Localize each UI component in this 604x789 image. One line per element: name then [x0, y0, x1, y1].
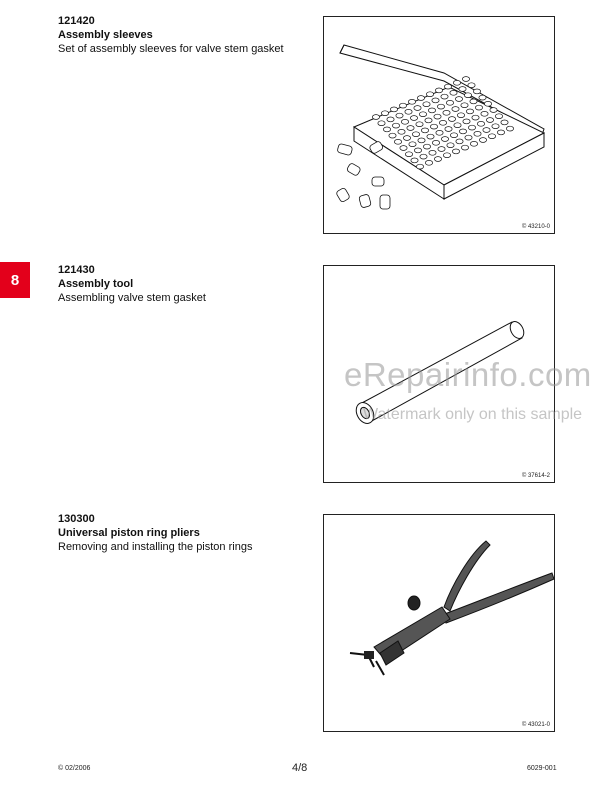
sleeve — [423, 102, 430, 107]
sleeve — [479, 95, 486, 100]
sleeve — [459, 129, 466, 134]
sleeve — [418, 138, 425, 143]
watermark-subtitle: Watermark only on this sample — [363, 406, 583, 423]
figure-code-value: 43210-0 — [527, 224, 550, 230]
tool-number: 130300 — [58, 513, 95, 525]
sleeve — [372, 115, 379, 120]
sleeve — [400, 146, 407, 151]
sleeve — [381, 111, 388, 116]
sleeve — [466, 109, 473, 114]
sleeve — [425, 118, 432, 123]
sleeve — [425, 160, 432, 165]
sleeve — [416, 164, 423, 169]
sleeve — [401, 119, 408, 124]
sleeve — [396, 113, 403, 118]
watermark: eRepairinfo.com — [344, 356, 592, 393]
figure-code: © 37614-2 — [521, 473, 550, 479]
tool-number: 121430 — [58, 264, 95, 276]
sleeve — [465, 135, 472, 140]
sleeve — [474, 131, 481, 136]
sleeve — [448, 117, 455, 122]
tool-description: Set of assembly sleeves for valve stem gasket — [58, 43, 284, 55]
sleeve — [486, 118, 493, 123]
sleeve — [416, 122, 423, 127]
sleeve — [394, 139, 401, 144]
sleeve — [443, 153, 450, 158]
sleeve — [479, 138, 486, 143]
tool-description: Assembling valve stem gasket — [58, 292, 206, 304]
sleeve — [434, 157, 441, 162]
sleeve — [387, 117, 394, 122]
tool-name: Assembly tool — [58, 278, 134, 290]
sleeve — [427, 134, 434, 139]
sleeve — [430, 124, 437, 129]
section-tab: 8 — [0, 262, 30, 298]
tool-entry — [58, 14, 318, 56]
sleeve — [414, 106, 421, 111]
sleeve — [473, 89, 480, 94]
sleeve — [389, 133, 396, 138]
sleeve — [477, 121, 484, 126]
sleeve — [457, 113, 464, 118]
sleeve — [468, 83, 475, 88]
tool-name: Assembly sleeves — [58, 29, 153, 41]
piston-ring-pliers-drawing — [324, 515, 556, 733]
sleeve — [454, 123, 461, 128]
sleeve — [409, 142, 416, 147]
sleeve — [412, 132, 419, 137]
sleeve — [439, 120, 446, 125]
tool-entry — [58, 263, 318, 305]
sleeve — [419, 112, 426, 117]
sleeve — [392, 123, 399, 128]
sleeve — [446, 100, 453, 105]
sleeve — [410, 116, 417, 121]
figure-piston-ring-pliers — [323, 514, 555, 732]
sleeve — [506, 126, 513, 131]
sleeve — [470, 99, 477, 104]
sleeve — [408, 99, 415, 104]
sleeve — [483, 128, 490, 133]
sleeve — [383, 127, 390, 132]
sleeve — [472, 115, 479, 120]
sleeve — [436, 130, 443, 135]
sleeve — [481, 111, 488, 116]
sleeve — [497, 130, 504, 135]
sleeve — [452, 107, 459, 112]
sleeve — [414, 148, 421, 153]
sleeve — [488, 134, 495, 139]
tool-number: 121420 — [58, 15, 95, 27]
footer-doc-code: 6029-001 — [527, 765, 557, 772]
sleeve — [459, 87, 466, 92]
footer-page-number: 4/8 — [292, 762, 308, 774]
sleeve — [501, 120, 508, 125]
sleeve — [390, 107, 397, 112]
sleeve — [441, 94, 448, 99]
sleeve — [453, 80, 460, 85]
sleeve — [405, 109, 412, 114]
sleeve — [452, 149, 459, 154]
sleeve — [456, 139, 463, 144]
sleeve — [432, 140, 439, 145]
footer-date: © 02/2006 — [58, 765, 91, 772]
sleeve — [429, 150, 436, 155]
sleeve — [399, 103, 406, 108]
sleeve — [490, 108, 497, 113]
sleeve — [455, 97, 462, 102]
sleeve — [463, 119, 470, 124]
sleeve — [492, 124, 499, 129]
sleeve — [461, 145, 468, 150]
tool-entry — [58, 512, 318, 554]
sleeve — [464, 93, 471, 98]
figure-code-value: 37614-2 — [527, 473, 550, 479]
sleeve — [484, 101, 491, 106]
sleeve — [420, 154, 427, 159]
tool-name: Universal piston ring pliers — [58, 527, 200, 539]
sleeve — [445, 127, 452, 132]
sleeve — [426, 92, 433, 97]
sleeve — [461, 103, 468, 108]
sleeve — [443, 110, 450, 115]
sleeve — [423, 144, 430, 149]
sleeve — [444, 84, 451, 89]
figure-code-value: 43021-0 — [527, 722, 550, 728]
sleeve — [421, 128, 428, 133]
sleeve — [438, 147, 445, 152]
sleeve — [411, 158, 418, 163]
sleeve — [417, 96, 424, 101]
sleeve — [432, 98, 439, 103]
sleeve — [437, 104, 444, 109]
sleeve — [468, 125, 475, 130]
figure-code: © 43210-0 — [521, 224, 550, 230]
tool-description: Removing and installing the piston rings — [58, 541, 253, 553]
sleeve — [378, 121, 385, 126]
sleeve — [441, 137, 448, 142]
sleeve — [405, 152, 412, 157]
sleeve — [475, 105, 482, 110]
sleeve — [450, 90, 457, 95]
sleeve — [470, 141, 477, 146]
sleeve — [398, 129, 405, 134]
sleeve — [434, 114, 441, 119]
sleeve — [435, 88, 442, 93]
sleeve — [462, 77, 469, 82]
sleeve — [407, 126, 414, 131]
sleeve — [495, 114, 502, 119]
figure-assembly-sleeves — [323, 16, 555, 234]
sleeve — [447, 143, 454, 148]
sleeve — [428, 108, 435, 113]
sleeve — [450, 133, 457, 138]
sleeve — [403, 136, 410, 141]
assembly-sleeves-drawing — [324, 17, 556, 235]
figure-code: © 43021-0 — [521, 722, 550, 728]
